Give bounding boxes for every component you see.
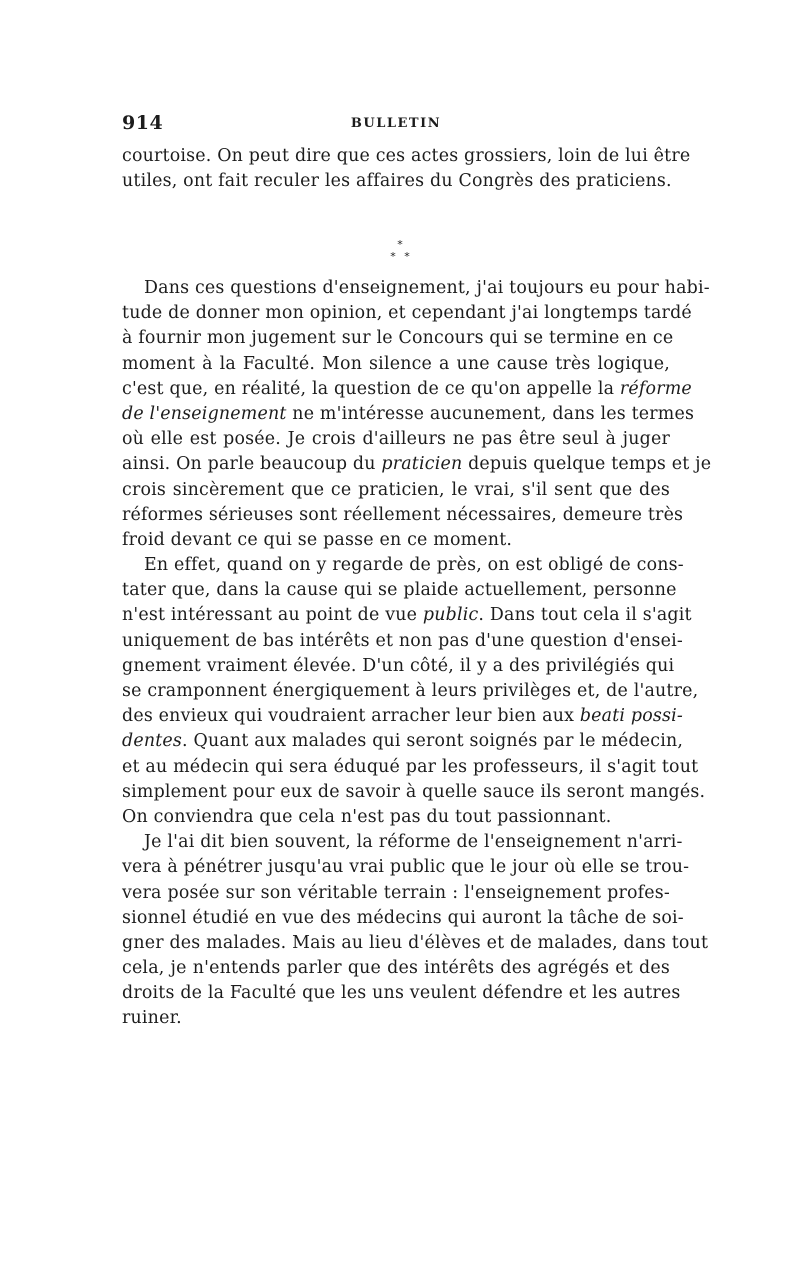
text-line (122, 377, 692, 402)
text-line: En effet, quand on y regarde de près, on est obligé de cons- (144, 555, 684, 576)
continued-paragraph (122, 144, 691, 194)
page-header (122, 112, 670, 142)
text-line (122, 402, 695, 427)
text-line: simplement pour eux de savoir à quelle sauce ils seront mangés. (122, 781, 706, 802)
svg-text:*: * (390, 250, 396, 263)
text-line: Dans ces questions d'enseignement, j'ai toujours eu pour habi- (144, 278, 710, 298)
text-line: moment à la Faculté. Mon silence a une cause très logique, (122, 353, 670, 374)
text-line: vera à pénétrer jusqu'au vrai public que le jour où elle se trou- (122, 857, 690, 878)
text-line: Je l'ai dit bien souvent, la réforme de l'enseignement n'arri- (144, 832, 683, 853)
text-line: à fournir mon jugement sur le Concours qui se termine en ce (122, 328, 674, 349)
text-line: sionnel étudié en vue des médecins qui auront la tâche de soi- (122, 907, 684, 928)
svg-text:*: * (397, 238, 403, 251)
italic-term: beati possi- (579, 706, 684, 727)
text-line: gnement vraiment élevée. D'un côté, il y a des privilégiés qui (122, 655, 675, 676)
text-line: utiles, ont fait reculer les affaires du Congrès des praticiens. (122, 171, 672, 192)
italic-term: public (422, 605, 479, 626)
paragraph (122, 830, 709, 1032)
text-run: ainsi. On parle beaucoup du (122, 454, 382, 475)
text-line: où elle est posée. Je crois d'ailleurs ne pas être seul à juger (122, 429, 670, 450)
text-line (122, 452, 712, 477)
italic-term: réforme (619, 378, 692, 399)
text-line: tude de donner mon opinion, et cependant j'ai longtemps tardé (122, 303, 692, 324)
text-run: des envieux qui voudraient arracher leur bien aux (122, 706, 580, 727)
text-line: se cramponnent énergiquement à leurs privilèges et, de l'autre, (122, 681, 699, 701)
text-line: vera posée sur son véritable terrain : l'enseignement profes- (122, 882, 670, 903)
text-line: froid devant ce qui se passe en ce moment. (122, 529, 513, 550)
text-line: cela, je n'entends parler que des intérêts des agrégés et des (122, 958, 670, 979)
italic-term: dentes (122, 731, 183, 752)
text-line: droits de la Faculté que les uns veulent défendre et les autres (122, 983, 681, 1004)
page-number: 914 (122, 112, 164, 134)
text-run: . Dans tout cela il s'agit (478, 605, 692, 626)
paragraph (122, 276, 712, 553)
paragraph (122, 553, 706, 830)
text-run: depuis quelque temps et je (462, 454, 712, 475)
text-run: . Quant aux malades qui seront soignés par le médecin, (182, 731, 684, 752)
text-run: n'est intéressant au point de vue (122, 605, 423, 626)
asterism-icon (385, 236, 415, 266)
text-line: réformes sérieuses sont réellement nécessaires, demeure très (122, 504, 684, 525)
text-line: gner des malades. Mais au lieu d'élèves et de malades, dans tout (122, 932, 709, 953)
body-text (122, 276, 712, 1032)
text-line: uniquement de bas intérêts et non pas d'une question d'ensei- (122, 630, 683, 651)
text-line: ruiner. (122, 1008, 182, 1029)
text-line: On conviendra que cela n'est pas du tout passionnant. (122, 806, 612, 827)
running-head: BULLETIN (350, 116, 442, 131)
text-line (122, 729, 684, 754)
italic-term: de l'enseignement (122, 403, 287, 424)
svg-text:*: * (404, 250, 410, 263)
text-line: et au médecin qui sera éduqué par les professeurs, il s'agit tout (122, 756, 699, 777)
text-line (122, 603, 692, 628)
text-line (122, 704, 684, 729)
text-line: courtoise. On peut dire que ces actes grossiers, loin de lui être (122, 146, 691, 166)
text-run: ne m'intéresse aucunement, dans les termes (286, 403, 695, 424)
text-run: c'est que, en réalité, la question de ce qu'on appelle la (122, 378, 620, 399)
text-line: tater que, dans la cause qui se plaide actuellement, personne (122, 580, 677, 601)
text-line: crois sincèrement que ce praticien, le vrai, s'il sent que des (122, 479, 670, 500)
italic-term: praticien (381, 454, 463, 475)
